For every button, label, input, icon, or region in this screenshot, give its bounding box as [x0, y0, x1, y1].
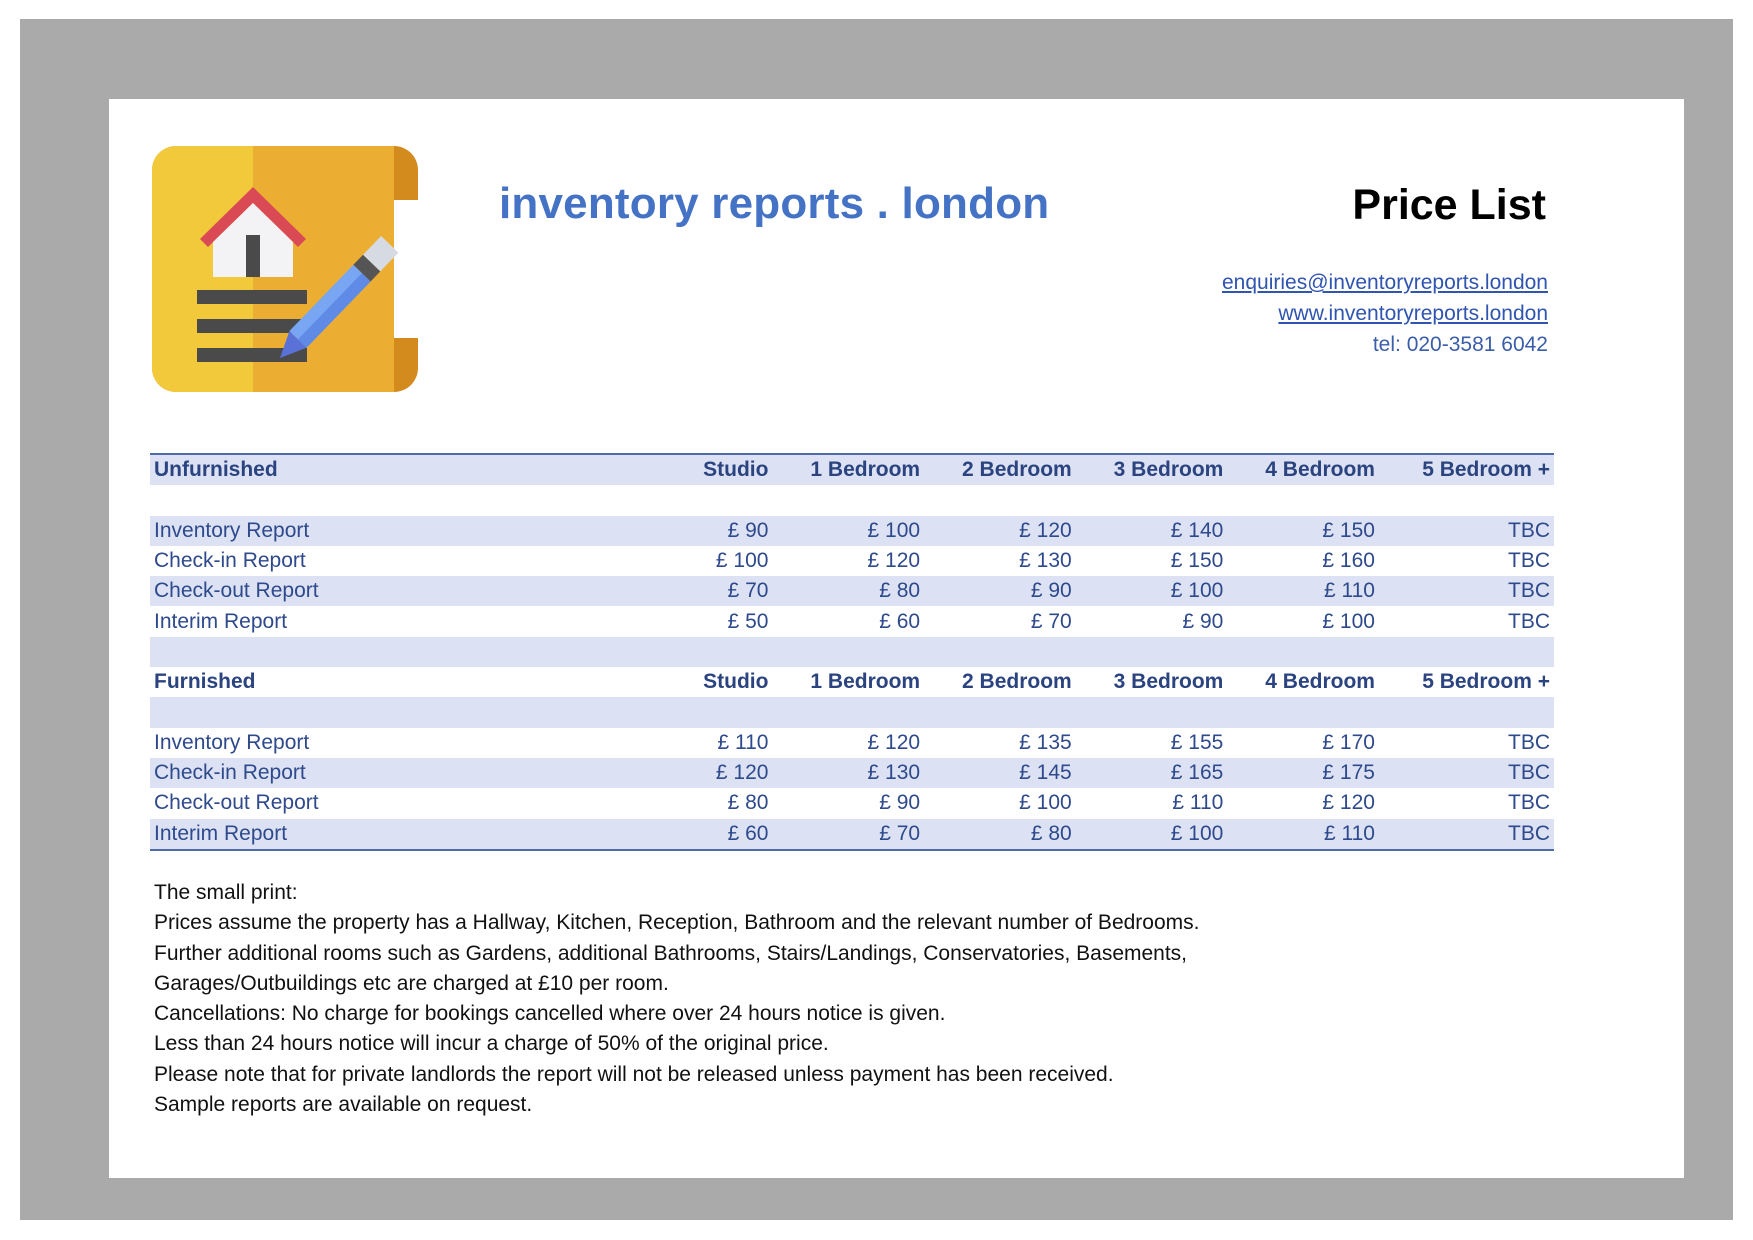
spacer-row	[150, 697, 1554, 727]
report-name: Inventory Report	[154, 730, 310, 754]
price-cell: £ 70	[772, 819, 924, 850]
table-row	[150, 758, 1554, 788]
price-cell: £ 155	[1170, 730, 1224, 754]
unfurnished-header-row	[150, 454, 1554, 485]
report-name: Check-in Report	[154, 549, 306, 573]
column-header: 1 Bedroom	[772, 454, 924, 485]
price-cell: £ 110	[1227, 819, 1379, 850]
house-document-logo-icon	[150, 144, 418, 394]
price-cell: £ 145	[924, 758, 1076, 788]
column-header: 5 Bedroom +	[1422, 670, 1550, 694]
price-cell: £ 120	[867, 730, 921, 754]
price-cell: £ 80	[727, 791, 769, 815]
table-row	[150, 546, 1554, 576]
price-cell: £ 160	[1322, 549, 1375, 573]
column-header: 3 Bedroom	[1113, 670, 1224, 694]
website-link[interactable]: www.inventoryreports.london	[1278, 302, 1548, 325]
telephone-number: tel: 020-3581 6042	[1372, 333, 1548, 356]
section-label-unfurnished: Unfurnished	[150, 454, 678, 485]
spacer-row	[150, 637, 1554, 667]
small-print-heading: The small print:	[154, 881, 298, 904]
column-header: Studio	[678, 454, 772, 485]
price-cell: £ 100	[715, 549, 769, 573]
price-cell: £ 110	[1227, 576, 1379, 606]
spacer-row	[150, 485, 1554, 515]
small-print-line: Sample reports are available on request.	[154, 1093, 533, 1117]
price-cell: TBC	[1508, 549, 1550, 573]
table-row	[150, 788, 1554, 818]
report-name: Interim Report	[150, 819, 678, 850]
price-cell: £ 100	[1076, 819, 1228, 850]
section-label-furnished: Furnished	[154, 670, 256, 694]
table-row	[150, 516, 1554, 546]
small-print-line: Garages/Outbuildings etc are charged at £10 per room.	[154, 971, 669, 995]
report-name: Check-out Report	[154, 791, 319, 815]
table-row	[150, 728, 1554, 758]
price-cell: £ 110	[1172, 791, 1224, 815]
price-cell: £ 90	[1182, 609, 1224, 633]
price-cell: TBC	[1379, 576, 1554, 606]
small-print-line: Further additional rooms such as Gardens, additional Bathrooms, Stairs/Landings, Conservatories, Basements,	[154, 941, 1188, 965]
table-row	[150, 819, 1554, 850]
page-title: Price List	[1352, 181, 1546, 229]
small-print-line: Please note that for private landlords the report will not be released unless payment has been received.	[154, 1062, 1114, 1086]
price-cell: £ 80	[772, 576, 924, 606]
price-cell: £ 120	[924, 516, 1076, 546]
price-list-sheet	[109, 99, 1684, 1178]
table-row	[150, 606, 1554, 636]
price-cell: TBC	[1508, 609, 1550, 633]
report-name: Check-out Report	[150, 576, 678, 606]
price-cell: £ 60	[879, 609, 921, 633]
price-cell: £ 100	[1019, 791, 1072, 815]
price-cell: £ 90	[924, 576, 1076, 606]
table-row	[150, 576, 1554, 606]
price-cell: £ 140	[1076, 516, 1228, 546]
price-cell: £ 60	[678, 819, 772, 850]
column-header: 2 Bedroom	[962, 670, 1072, 694]
contact-block	[1222, 267, 1548, 360]
column-header: 2 Bedroom	[924, 454, 1076, 485]
column-header: 4 Bedroom	[1227, 454, 1379, 485]
price-cell: £ 100	[1322, 609, 1375, 633]
report-name: Interim Report	[154, 609, 288, 633]
price-cell: £ 175	[1227, 758, 1379, 788]
price-cell: £ 120	[678, 758, 772, 788]
price-cell: £ 70	[1030, 609, 1072, 633]
small-print-line: Cancellations: No charge for bookings cancelled where over 24 hours notice is given.	[154, 1002, 946, 1026]
small-print	[154, 878, 1199, 1120]
price-cell: £ 170	[1322, 730, 1375, 754]
furnished-header-row	[150, 667, 1554, 697]
price-cell: £ 150	[1227, 516, 1379, 546]
price-cell: £ 165	[1076, 758, 1228, 788]
price-cell: £ 120	[1322, 791, 1375, 815]
report-name: Inventory Report	[150, 516, 678, 546]
small-print-line: Less than 24 hours notice will incur a charge of 50% of the original price.	[154, 1032, 829, 1056]
price-cell: £ 130	[772, 758, 924, 788]
price-cell: TBC	[1508, 791, 1550, 815]
price-cell: £ 130	[1019, 549, 1072, 573]
price-cell: TBC	[1508, 730, 1550, 754]
price-cell: £ 90	[879, 791, 921, 815]
column-header: Studio	[703, 670, 769, 694]
column-header: 3 Bedroom	[1076, 454, 1228, 485]
price-cell: £ 80	[924, 819, 1076, 850]
column-header: 4 Bedroom	[1265, 670, 1375, 694]
price-cell: £ 70	[678, 576, 772, 606]
column-header: 1 Bedroom	[810, 670, 921, 694]
price-cell: £ 100	[772, 516, 924, 546]
column-header: 5 Bedroom +	[1379, 454, 1554, 485]
price-cell: TBC	[1379, 516, 1554, 546]
price-cell: TBC	[1379, 758, 1554, 788]
price-cell: £ 120	[867, 549, 921, 573]
price-cell: £ 110	[717, 730, 769, 754]
small-print-line: Prices assume the property has a Hallway, Kitchen, Reception, Bathroom and the relevant number of Bedrooms.	[154, 911, 1200, 935]
price-cell: £ 135	[1019, 730, 1072, 754]
report-name: Check-in Report	[150, 758, 678, 788]
brand-name: inventory reports . london	[499, 179, 1050, 228]
price-cell: £ 90	[678, 516, 772, 546]
price-cell: £ 100	[1076, 576, 1228, 606]
price-cell: £ 150	[1170, 549, 1224, 573]
page-frame	[20, 19, 1733, 1220]
price-cell: £ 50	[727, 609, 769, 633]
price-table	[150, 453, 1554, 851]
price-cell: TBC	[1379, 819, 1554, 850]
email-link[interactable]: enquiries@inventoryreports.london	[1221, 271, 1548, 294]
